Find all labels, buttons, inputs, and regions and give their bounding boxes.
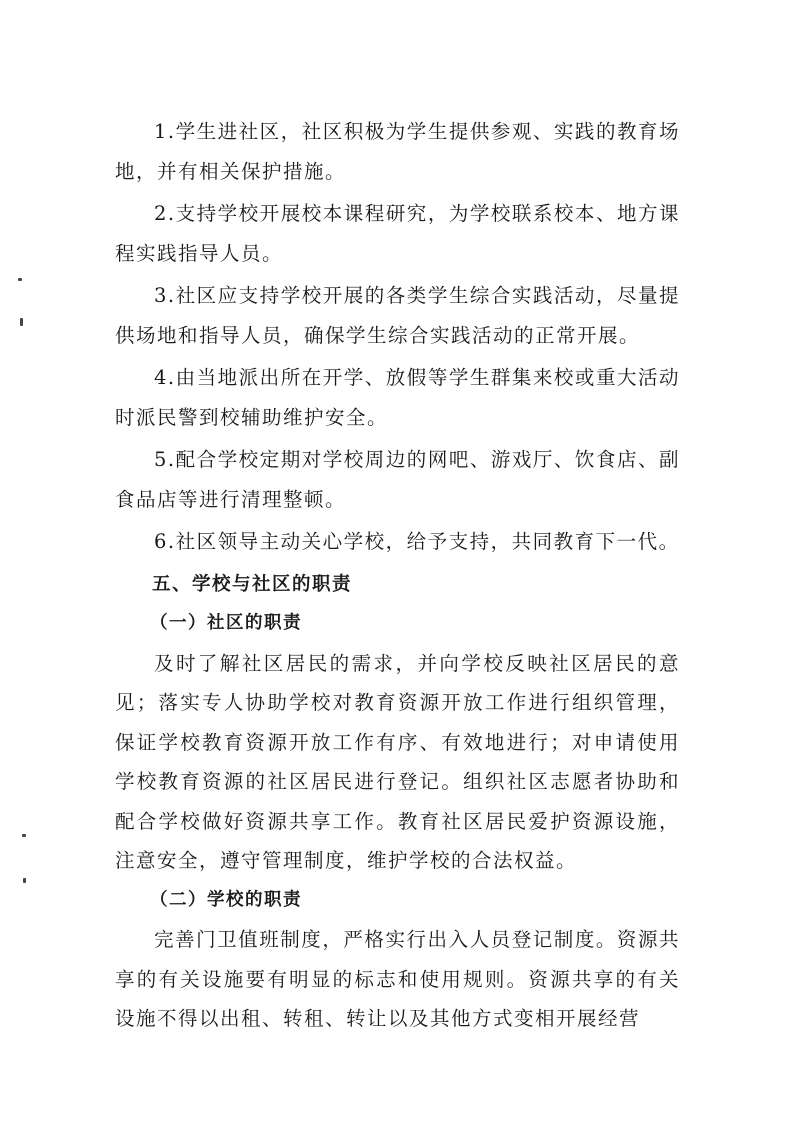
list-item-1: 1.学生进社区，社区积极为学生提供参观、实践的教育场地，并有相关保护措施。 — [115, 120, 680, 183]
scan-mark — [20, 318, 23, 326]
community-duties-paragraph: 及时了解社区居民的需求，并向学校反映社区居民的意见；落实专人协助学校对教育资源开放工作进行组织管理，保证学校教育资源开放工作有序、有效地进行；对申请使用学校教育资源的社区居民进行登记。组织社区志愿者协助和配合学校做好资源共享工作。教育社区居民爱护资源设施，注意安全，遵守管理制度，维护学校的合法权益。 — [115, 651, 680, 872]
subsection-heading-community: （一）社区的职责 — [150, 613, 302, 633]
section-heading: 五、学校与社区的职责 — [152, 573, 353, 595]
document-body — [115, 112, 680, 1039]
scan-mark — [18, 278, 22, 281]
list-item-6: 6.社区领导主动关心学校，给予支持，共同教育下一代。 — [154, 530, 680, 553]
list-item-2: 2.支持学校开展校本课程研究，为学校联系校本、地方课程实践指导人员。 — [115, 202, 680, 265]
list-item-5: 5.配合学校定期对学校周边的网吧、游戏厅、饮食店、副食品店等进行清理整顿。 — [115, 448, 680, 511]
list-item-3: 3.社区应支持学校开展的各类学生综合实践活动，尽量提供场地和指导人员，确保学生综合实践活动的正常开展。 — [115, 284, 680, 347]
scan-mark — [23, 878, 26, 883]
school-duties-paragraph: 完善门卫值班制度，严格实行出入人员登记制度。资源共享的有关设施要有明显的标志和使用规则。资源共享的有关设施不得以出租、转租、转让以及其他方式变相开展经营 — [115, 928, 680, 1030]
list-item-4: 4.由当地派出所在开学、放假等学生群集来校或重大活动时派民警到校辅助维护安全。 — [115, 366, 680, 429]
subsection-heading-school: （二）学校的职责 — [150, 889, 302, 910]
scan-mark — [22, 834, 26, 837]
